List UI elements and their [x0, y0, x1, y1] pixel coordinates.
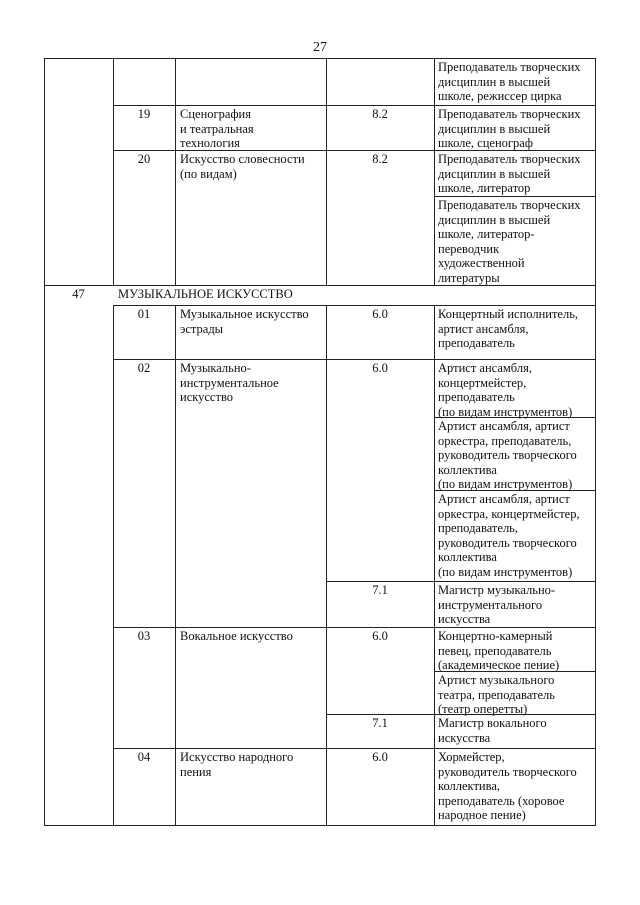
code-cell: 02 — [137, 361, 151, 375]
page-number: 27 — [313, 40, 327, 55]
qualification-cell: Хормейстер, руководитель творческого коллектива, преподаватель (хоровое народное пение) — [438, 750, 577, 823]
code-cell: 03 — [137, 629, 151, 643]
specialty-name-cell: Искусство словесности (по видам) — [180, 152, 305, 181]
specialty-name-cell: Искусство народного пения — [180, 750, 294, 779]
qualification-cell: Магистр вокального искусства — [438, 716, 547, 745]
specialty-name-cell: Сценография и театральная технология — [180, 107, 254, 151]
group-title: МУЗЫКАЛЬНОЕ ИСКУССТВО — [118, 287, 293, 301]
level-cell: 6.0 — [372, 307, 388, 321]
level-cell: 6.0 — [372, 361, 388, 375]
qualification-cell: Преподаватель творческих дисциплин в высшей школе, литератор- переводчик художественной литературы — [438, 198, 581, 285]
qualification-cell: Концертный исполнитель, артист ансамбля, преподаватель — [438, 307, 579, 351]
level-cell: 6.0 — [372, 629, 388, 643]
level-cell: 7.1 — [372, 716, 388, 730]
level-cell: 8.2 — [372, 107, 388, 121]
qualification-cell: Преподаватель творческих дисциплин в высшей школе, сценограф — [438, 107, 581, 151]
specialty-name-cell: Вокальное искусство — [180, 629, 293, 643]
qualification-cell: Магистр музыкально- инструментального искусства — [438, 583, 556, 627]
qualification-cell: Артист ансамбля, артист оркестра, преподаватель, руководитель творческого коллектива (по видам инструментов) — [438, 419, 577, 492]
specialty-name-cell: Музыкальное искусство эстрады — [180, 307, 309, 336]
level-cell: 7.1 — [372, 583, 388, 597]
code-cell: 01 — [137, 307, 151, 321]
qualification-cell: Артист ансамбля, артист оркестра, концертмейстер, преподаватель, руководитель творческого коллектива (по видам инструментов) — [438, 492, 580, 579]
qualification-cell: Концертно-камерный певец, преподаватель (академическое пение) — [438, 629, 560, 673]
qualification-cell: Преподаватель творческих дисциплин в высшей школе, литератор — [438, 152, 581, 196]
code-cell: 20 — [137, 152, 151, 166]
qualification-cell: Артист ансамбля, концертмейстер, преподаватель (по видам инструментов) — [438, 361, 573, 419]
qualification-cell: Артист музыкального театра, преподаватель (театр оперетты) — [438, 673, 555, 717]
level-cell: 6.0 — [372, 750, 388, 764]
code-cell: 04 — [137, 750, 151, 764]
code-cell: 19 — [137, 107, 151, 121]
specialty-name-cell: Музыкально- инструментальное искусство — [180, 361, 279, 405]
level-cell: 8.2 — [372, 152, 388, 166]
group-number: 47 — [72, 287, 85, 301]
qualification-cell: Преподаватель творческих дисциплин в высшей школе, режиссер цирка — [438, 60, 581, 104]
